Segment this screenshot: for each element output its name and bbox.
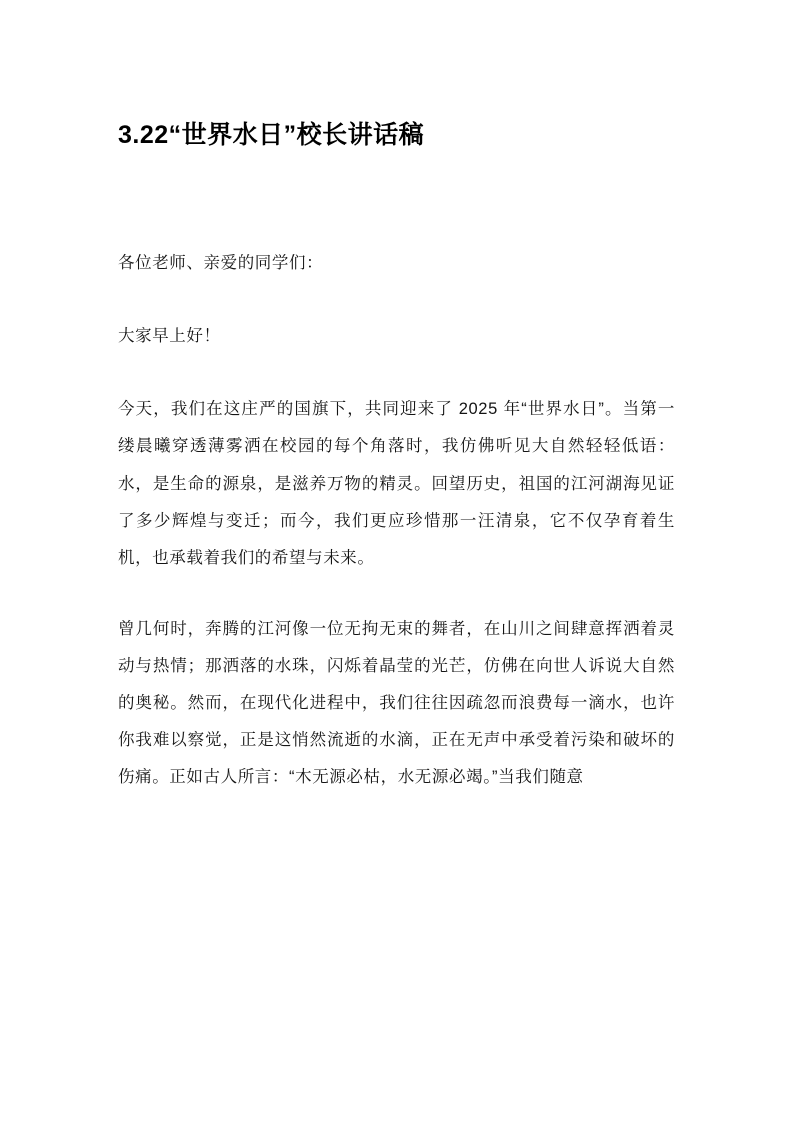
- paragraph-body-1: 今天，我们在这庄严的国旗下，共同迎来了 2025 年“世界水日”。当第一缕晨曦穿透薄雾洒在校园的每个角落时，我仿佛听见大自然轻轻低语：水，是生命的源泉，是滋养万物的精灵。回望历史，祖国的江河湖海见证了多少辉煌与变迁；而今，我们更应珍惜那一汪清泉，它不仅孕育着生机，也承载着我们的希望与未来。: [118, 400, 675, 567]
- paragraph-greeting: 大家早上好！: [118, 327, 221, 346]
- document-body: [118, 245, 675, 797]
- paragraph-body-2: 曾几何时，奔腾的江河像一位无拘无束的舞者，在山川之间肆意挥洒着灵动与热情；那洒落的水珠，闪烁着晶莹的光芒，仿佛在向世人诉说大自然的奥秘。然而，在现代化进程中，我们往往因疏忽而浪费每一滴水，也许你我难以察觉，正是这悄然流逝的水滴，正在无声中承受着污染和破坏的伤痛。正如古人所言：“木无源必枯，水无源必竭。”当我们随意: [118, 619, 675, 787]
- page-title: 3.22“世界水日”校长讲话稿: [118, 121, 425, 149]
- paragraph-salutation: 各位老师、亲爱的同学们：: [118, 254, 324, 272]
